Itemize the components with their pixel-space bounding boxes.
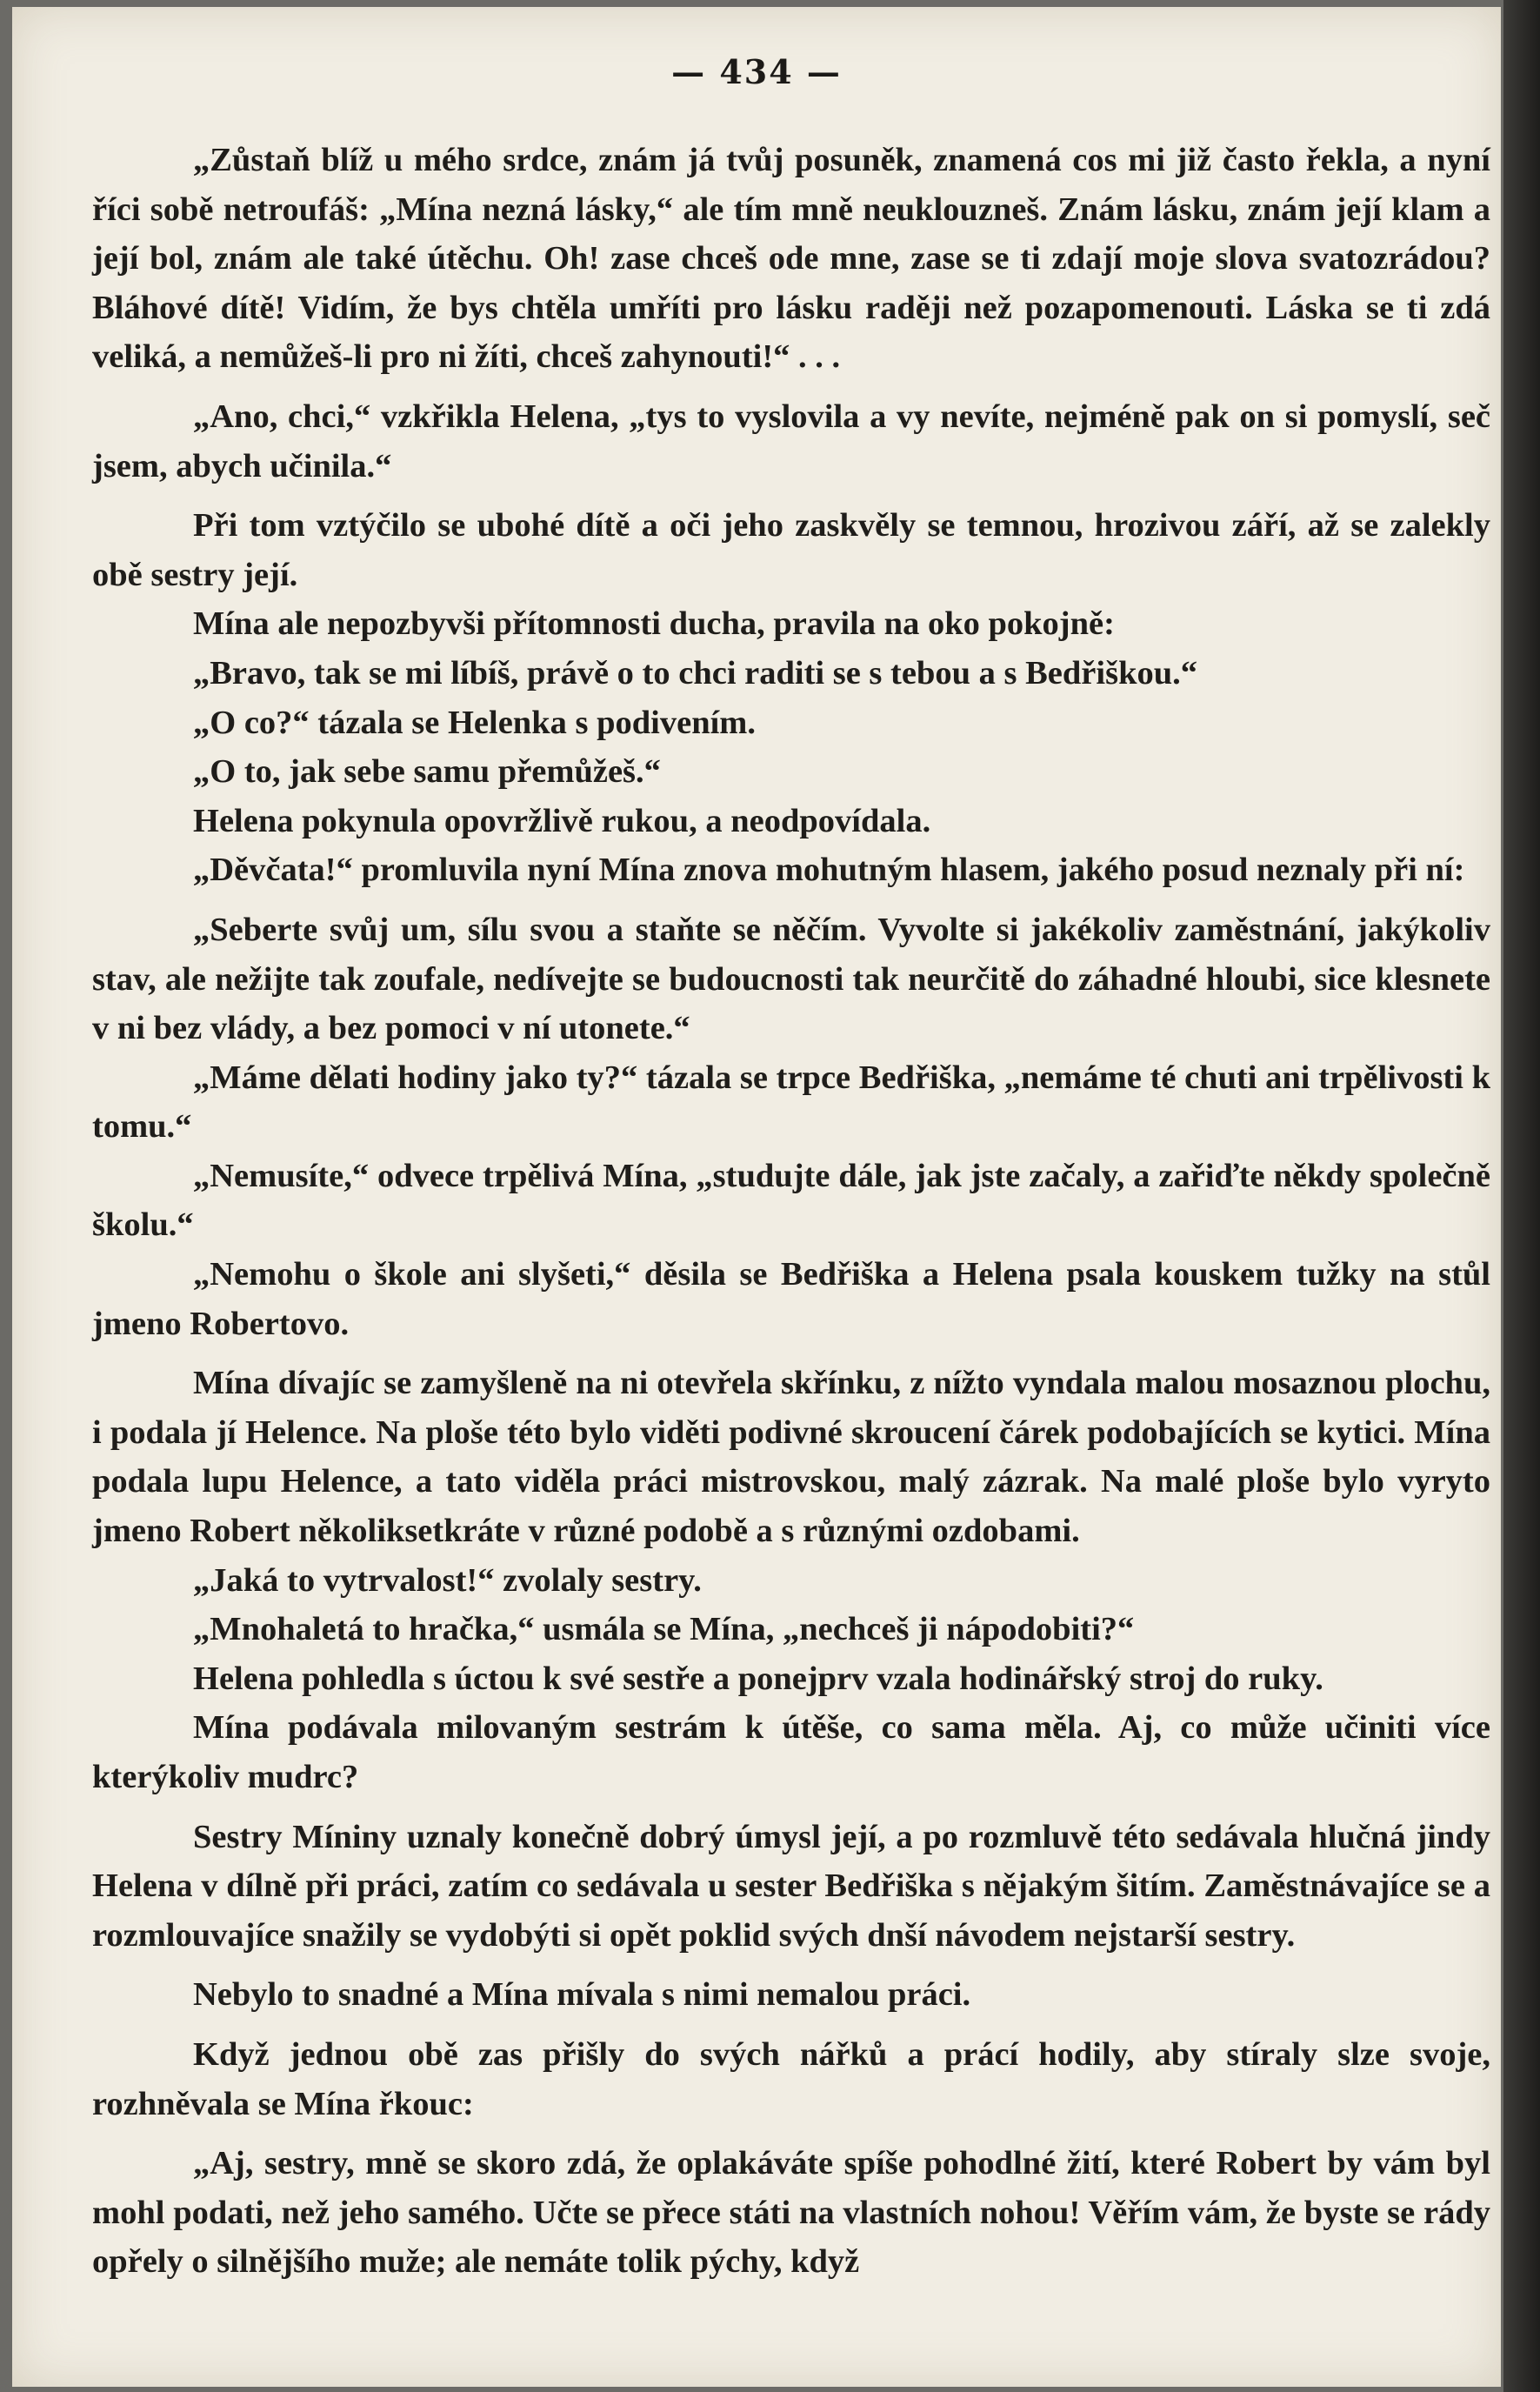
book-page	[12, 7, 1501, 2387]
paragraph: „Děvčata!“ promluvila nyní Mína znova mohutným hlasem, jakého posud neznaly při ní:	[193, 852, 1465, 889]
paragraph: „Aj, sestry, mně se skoro zdá, že oplakáváte spíše pohodlné žití, které Robert by vám byl mohl podati, než jeho samého. Učte se přece státi na vlastních nohou! Věřím vám, že byste se rády opřely o silnějšího muže; ale nemáte tolik pýchy, když	[92, 2145, 1490, 2281]
paragraph: Mína dívajíc se zamyšleně na ni otevřela skřínku, z nížto vyndala malou mosaznou plochu, i podala jí Helence. Na ploše této bylo viděti podivné skroucení čárek podobajících se kytici. Mína podala lupu Helence, a tato viděla práci mistrovskou, malý zázrak. Na malé ploše bylo vyryto jmeno Robert několiksetkráte v různé podobě a s různými ozdobami.	[92, 1365, 1490, 1550]
paragraph: „Ano, chci,“ vzkřikla Helena, „tys to vyslovila a vy nevíte, nejméně pak on si pomyslí, seč jsem, abych učinila.“	[92, 398, 1490, 484]
paragraph: „Mnohaletá to hračka,“ usmála se Mína, „nechceš ji nápodobiti?“	[193, 1611, 1135, 1648]
paragraph: Při tom vztýčilo se ubohé dítě a oči jeho zaskvěly se temnou, hrozivou září, až se zalekly obě sestry její.	[92, 507, 1490, 593]
paragraph: „Máme dělati hodiny jako ty?“ tázala se trpce Bedřiška, „nemáme té chuti ani trpělivosti k tomu.“	[92, 1059, 1490, 1146]
paragraph: Když jednou obě zas přišly do svých nářků a prácí hodily, aby stíraly slze svoje, rozhněvala se Mína řkouc:	[92, 2035, 1490, 2122]
paragraph: Nebylo to snadné a Mína mívala s nimi nemalou práci.	[193, 1976, 971, 2014]
page-number: — 434 —	[671, 52, 842, 91]
paragraph: Mína podávala milovaným sestrám k útěše, co sama měla. Aj, co může učiniti více kterýkoliv mudrc?	[92, 1709, 1490, 1795]
paragraph: „Zůstaň blíž u mého srdce, znám já tvůj posuněk, znamená cos mi již často řekla, a nyní říci sobě netroufáš: „Mína nezná lásky,“ ale tím mně neuklouzneš. Znám lásku, znám její klam a její bol, znám ale také útěchu. Oh! zase chceš ode mne, zase se ti zdají moje slova svatozrádou? Bláhové dítě! Vidím, že bys chtěla umříti pro lásku raději než pozapomenouti. Láska se ti zdá veliká, a nemůžeš-li pro ni žíti, chceš zahynouti!“ . . .	[92, 142, 1490, 376]
paragraph: „Jaká to vytrvalost!“ zvolaly sestry.	[193, 1561, 702, 1599]
body-text	[92, 136, 1490, 2287]
paragraph: „Nemohu o škole ani slyšeti,“ děsila se Bedřiška a Helena psala kouskem tužky na stůl jmeno Robertovo.	[92, 1256, 1490, 1342]
paragraph: Mína ale nepozbyvši přítomnosti ducha, pravila na oko pokojně:	[193, 605, 1115, 643]
paragraph: „Seberte svůj um, sílu svou a staňte se něčím. Vyvolte si jakékoliv zaměstnání, jakýkoliv stav, ale nežijte tak zoufale, nedívejte se budoucnosti tak neurčitě do záhadné hloubi, sice klesnete v ni bez vlády, a bez pomoci v ní utonete.“	[92, 911, 1490, 1047]
paragraph: Helena pokynula opovržlivě rukou, a neodpovídala.	[193, 802, 931, 839]
paragraph: „Bravo, tak se mi líbíš, právě o to chci raditi se s tebou a s Bedřiškou.“	[193, 654, 1198, 692]
paragraph: Sestry Míniny uznaly konečně dobrý úmysl její, a po rozmluvě této sedávala hlučná jindy Helena v dílně při práci, zatím co sedávala u sester Bedřiška s nějakým šitím. Zaměstnávajíce se a rozmlouvajíce snažily se vydobýti si opět poklid svých dnší návodem nejstarší sestry.	[92, 1818, 1490, 1954]
paragraph: „Nemusíte,“ odvece trpělivá Mína, „studujte dále, jak jste začaly, a zařiďte někdy společně školu.“	[92, 1157, 1490, 1244]
paragraph: „O to, jak sebe samu přemůžeš.“	[193, 753, 661, 791]
paragraph: „O co?“ tázala se Helenka s podivením.	[193, 704, 756, 741]
paragraph: Helena pohledla s úctou k své sestře a ponejprv vzala hodinářský stroj do ruky.	[193, 1660, 1323, 1697]
scan-edge	[1503, 0, 1540, 2392]
